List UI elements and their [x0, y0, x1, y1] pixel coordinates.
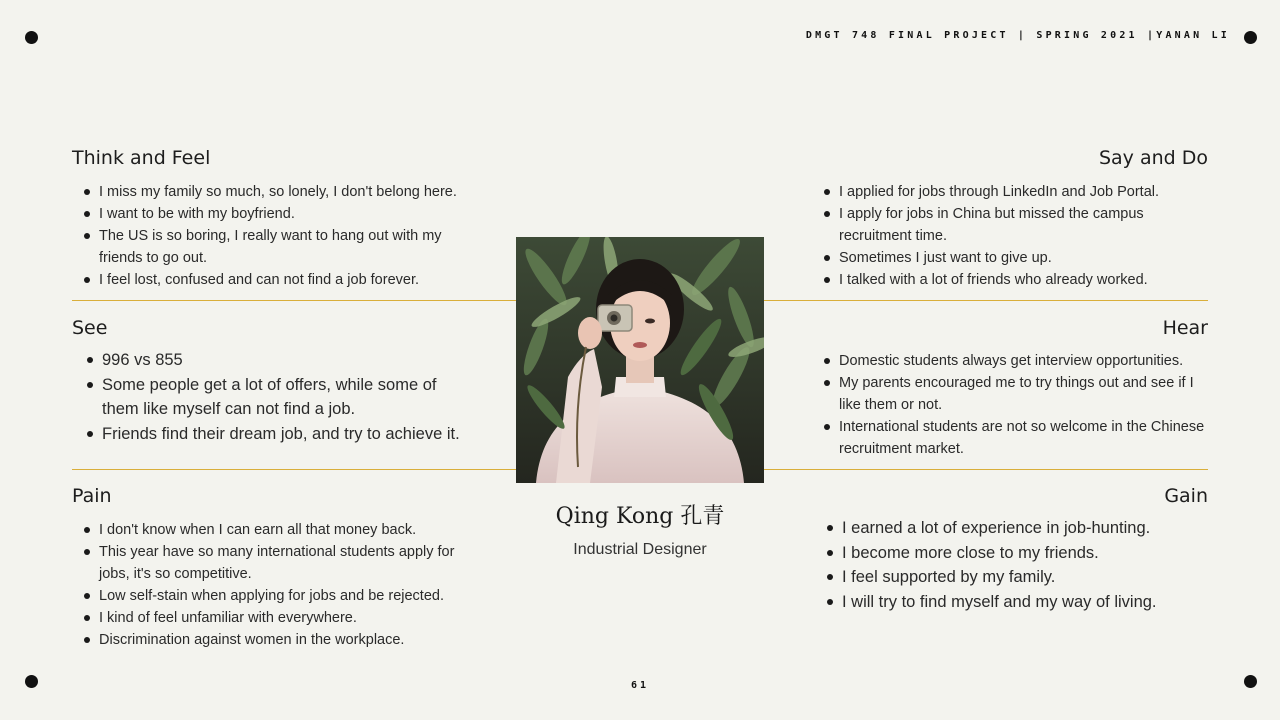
list-item: I miss my family so much, so lonely, I don't belong here.: [99, 181, 472, 203]
section-title: Gain: [1164, 485, 1208, 507]
corner-dot-top-right: [1244, 31, 1257, 44]
list-item: International students are not so welcome in the Chinese recruitment market.: [839, 416, 1208, 460]
divider-right-top: [764, 300, 1208, 301]
list-item: I apply for jobs in China but missed the campus recruitment time.: [839, 203, 1208, 247]
list-item: I become more close to my friends.: [842, 541, 1208, 566]
page-number: 61: [630, 680, 650, 691]
list-item: Low self-stain when applying for jobs and be rejected.: [99, 585, 472, 607]
list-item: Some people get a lot of offers, while some of them like myself can not find a job.: [102, 373, 472, 422]
section-gain: [812, 485, 1208, 614]
divider-left-top: [72, 300, 516, 301]
section-think-and-feel: [72, 147, 472, 291]
persona-role: Industrial Designer: [573, 541, 707, 558]
slide-header: DMGT 748 FINAL PROJECT | SPRING 2021 |YANAN LI: [805, 30, 1230, 41]
section-title: See: [72, 317, 108, 339]
section-pain: [72, 485, 472, 651]
divider-right-bottom: [764, 469, 1208, 470]
list-item: I want to be with my boyfriend.: [99, 203, 472, 225]
list-item: I feel supported by my family.: [842, 565, 1208, 590]
section-title: Hear: [1162, 317, 1208, 339]
divider-left-bottom: [72, 469, 516, 470]
section-title: Pain: [72, 485, 112, 507]
list-item: I don't know when I can earn all that money back.: [99, 519, 472, 541]
list-item: Friends find their dream job, and try to achieve it.: [102, 422, 472, 447]
section-say-and-do: [812, 147, 1208, 291]
list-item: I earned a lot of experience in job-hunting.: [842, 516, 1208, 541]
section-title: Think and Feel: [72, 147, 211, 169]
persona-name: Qing Kong 孔青: [555, 504, 725, 529]
list-item: I applied for jobs through LinkedIn and Job Portal.: [839, 181, 1208, 203]
list-item: Sometimes I just want to give up.: [839, 247, 1208, 269]
section-title: Say and Do: [1098, 147, 1208, 169]
list-item: I feel lost, confused and can not find a job forever.: [99, 269, 472, 291]
list-item: Discrimination against women in the workplace.: [99, 629, 472, 651]
list-item: I talked with a lot of friends who already worked.: [839, 269, 1208, 291]
section-hear: [812, 317, 1208, 460]
list-item: 996 vs 855: [102, 348, 472, 373]
corner-dot-bottom-right: [1244, 675, 1257, 688]
corner-dot-top-left: [25, 31, 38, 44]
persona-photo: [516, 237, 764, 483]
corner-dot-bottom-left: [25, 675, 38, 688]
list-item: I will try to find myself and my way of living.: [842, 590, 1208, 615]
list-item: The US is so boring, I really want to hang out with my friends to go out.: [99, 225, 472, 269]
list-item: I kind of feel unfamiliar with everywhere.: [99, 607, 472, 629]
list-item: This year have so many international students apply for jobs, it's so competitive.: [99, 541, 472, 585]
list-item: Domestic students always get interview opportunities.: [839, 350, 1208, 372]
list-item: My parents encouraged me to try things out and see if I like them or not.: [839, 372, 1208, 416]
section-see: [72, 317, 472, 446]
